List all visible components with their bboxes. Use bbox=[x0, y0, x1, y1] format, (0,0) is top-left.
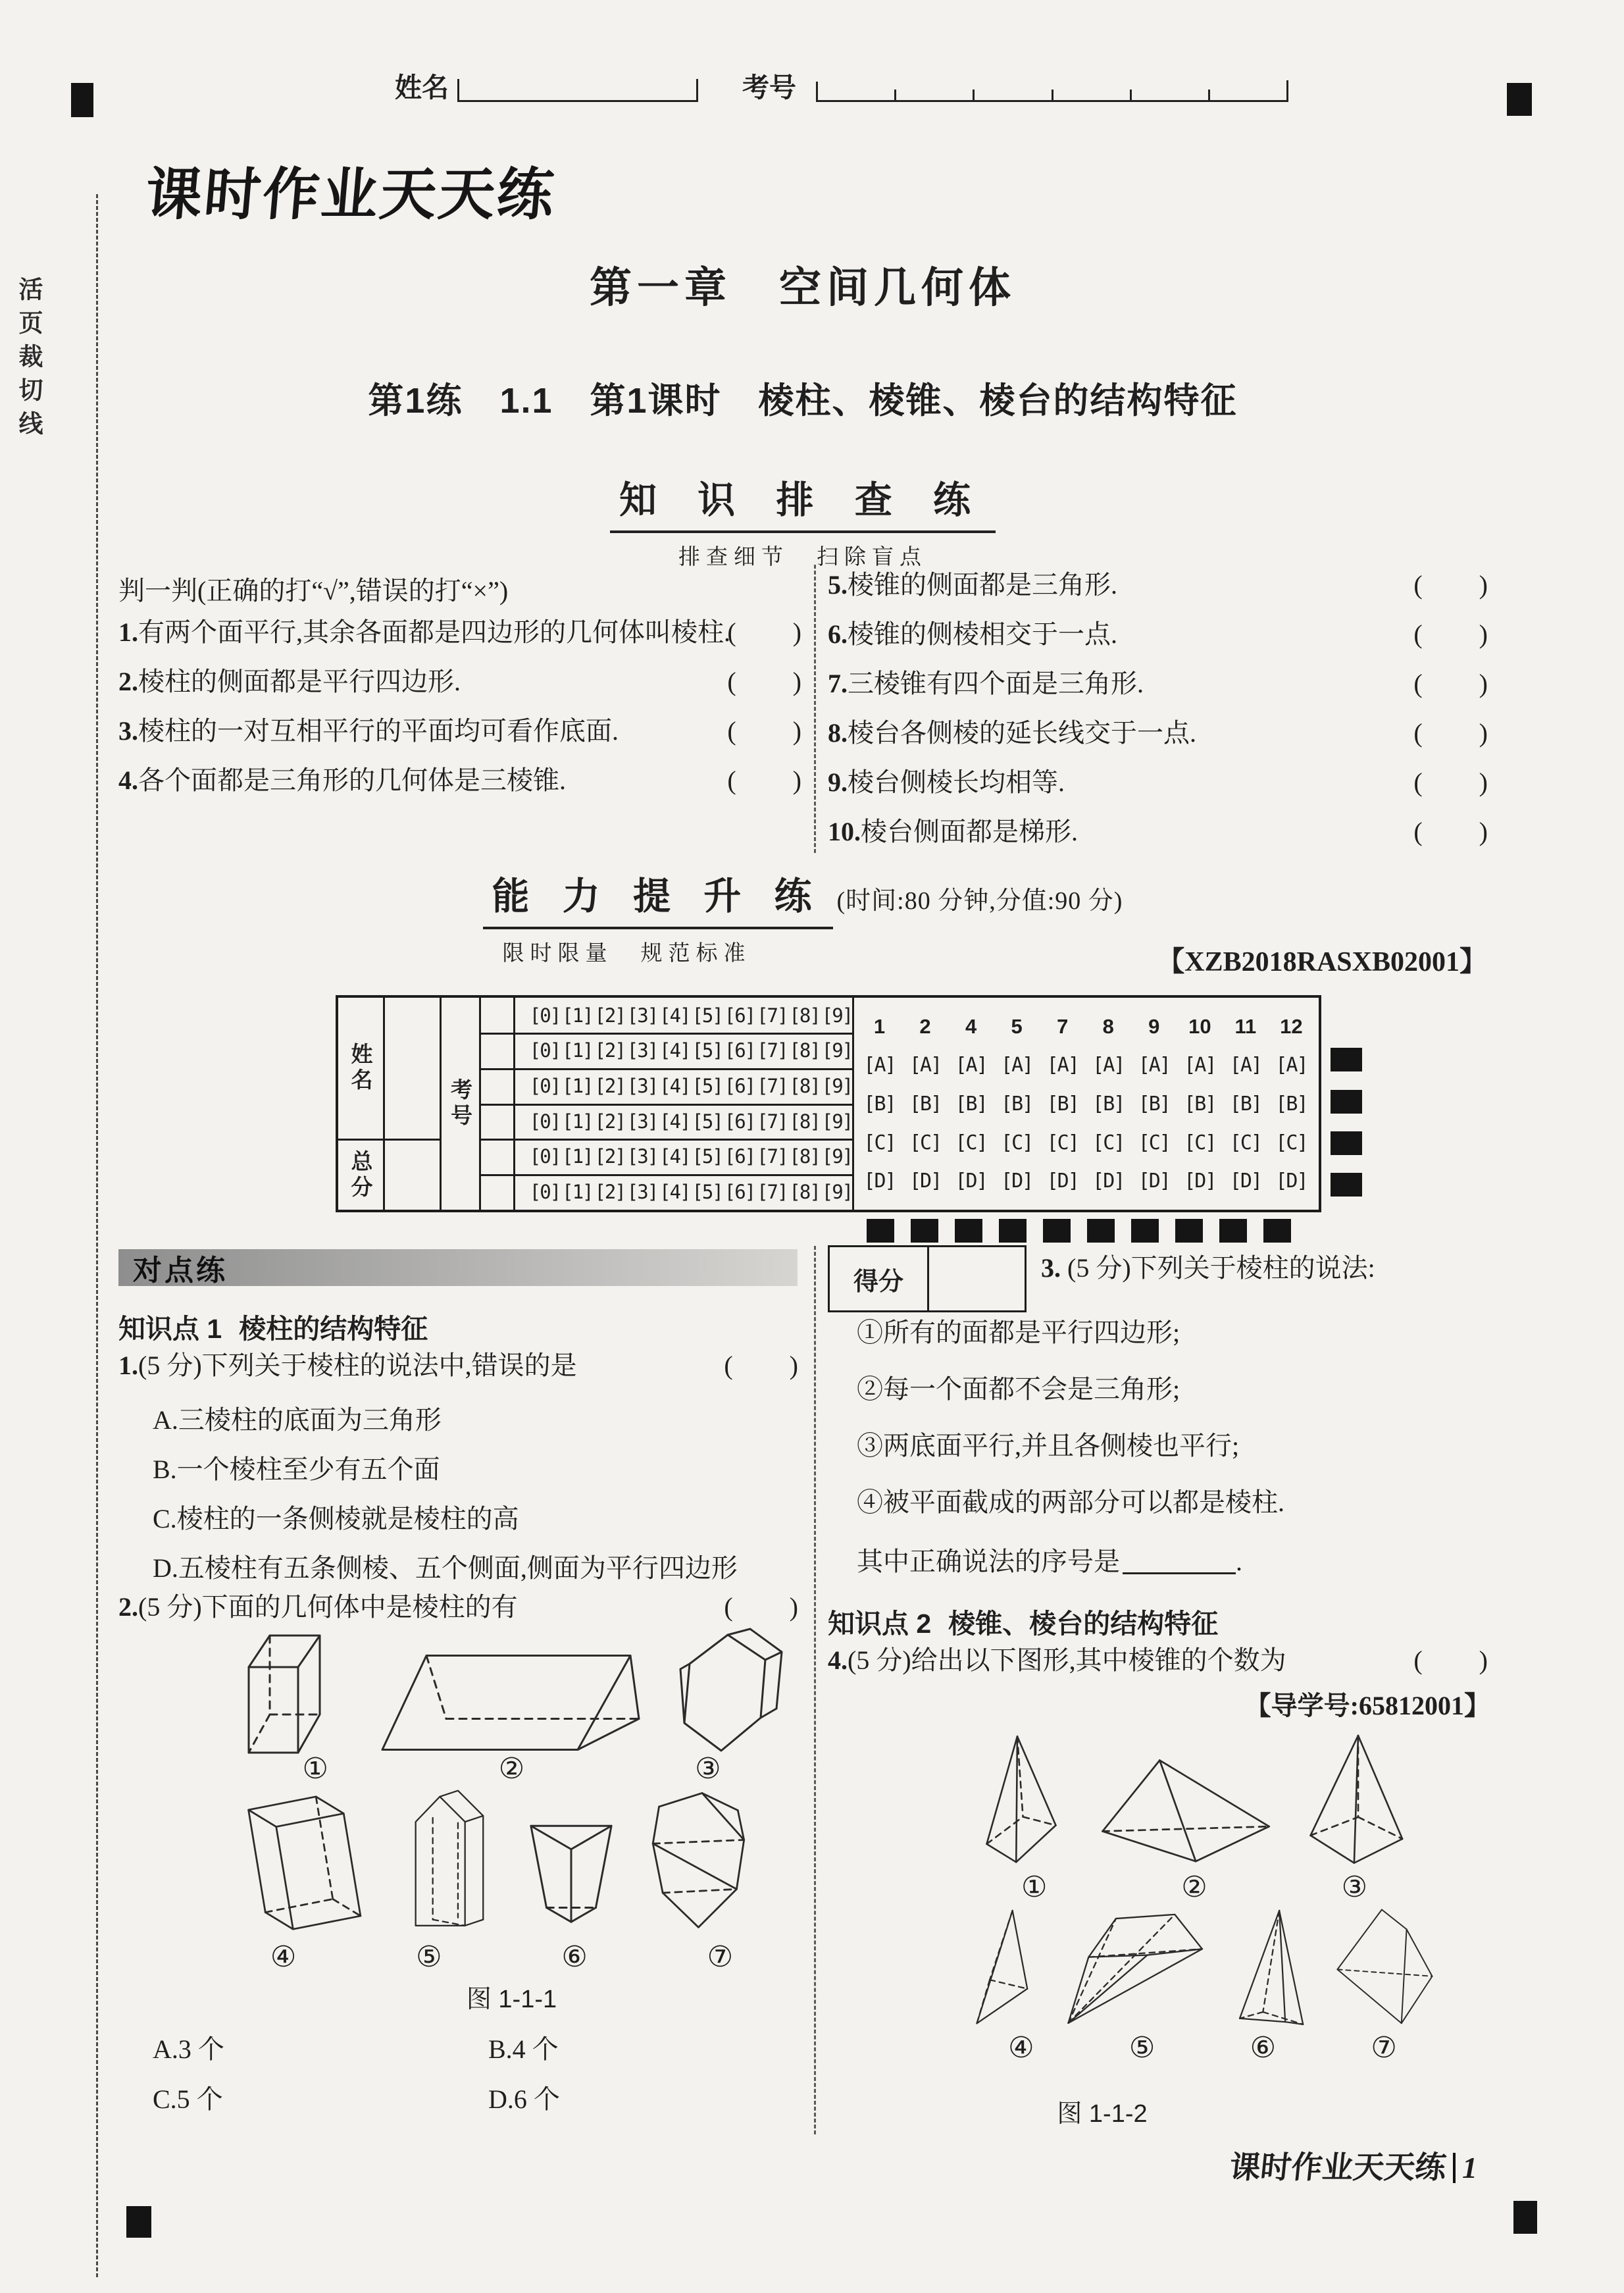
digit-bubble[interactable]: [4] bbox=[659, 1074, 690, 1097]
timing-mark bbox=[999, 1219, 1027, 1243]
option-d: D.6 个 bbox=[488, 2084, 560, 2114]
figure-row bbox=[941, 1905, 1467, 2027]
answer-bubble-B[interactable]: [B] bbox=[863, 1092, 896, 1116]
figure-wedge-tetrahedron bbox=[974, 1905, 1036, 2027]
digit-bubble[interactable]: [9] bbox=[821, 1145, 853, 1168]
timing-mark bbox=[1043, 1219, 1071, 1243]
name-field[interactable] bbox=[457, 79, 698, 102]
question-1 bbox=[118, 1348, 799, 1383]
answer-bubble-C[interactable]: [C] bbox=[1275, 1131, 1307, 1154]
digit-bubble[interactable]: [6] bbox=[724, 1074, 755, 1097]
judge-item-text: 棱台侧棱长均相等. bbox=[848, 767, 1065, 797]
digit-bubble[interactable]: [2] bbox=[594, 1110, 625, 1133]
question-number: 11 bbox=[1234, 1014, 1257, 1038]
page-footer bbox=[1053, 2143, 1477, 2187]
judge-item bbox=[828, 617, 1489, 652]
fill-blank-field[interactable] bbox=[1123, 1546, 1236, 1574]
judge-item-number: 4. bbox=[118, 765, 138, 795]
digit-bubble[interactable]: [8] bbox=[789, 1180, 820, 1203]
digit-bubble[interactable]: [5] bbox=[692, 1004, 723, 1027]
figure-label: ① bbox=[302, 1753, 328, 1785]
answer-bubble-B[interactable]: [B] bbox=[1229, 1092, 1261, 1116]
figure-caption: 图 1-1-1 bbox=[466, 1986, 557, 2013]
option-c: C.5 个 bbox=[153, 2084, 223, 2114]
digit-bubble[interactable]: [5] bbox=[692, 1074, 723, 1097]
footer-divider bbox=[1453, 2153, 1456, 2183]
figure-row bbox=[158, 1787, 816, 1932]
cut-dashed-line bbox=[96, 194, 98, 2277]
judge-item bbox=[828, 567, 1489, 603]
answer-bubble-D[interactable]: [D] bbox=[1275, 1170, 1307, 1193]
answer-bubble-B[interactable]: [B] bbox=[909, 1092, 942, 1116]
answer-bubble-A[interactable]: [A] bbox=[1138, 1054, 1170, 1077]
answer-bubble-C[interactable]: [C] bbox=[863, 1131, 896, 1154]
digit-bubble[interactable]: [3] bbox=[626, 1004, 658, 1027]
answer-bracket[interactable]: ( ) bbox=[727, 765, 803, 795]
question-3 bbox=[1041, 1250, 1488, 1286]
digit-bubble[interactable]: [5] bbox=[692, 1110, 723, 1133]
answer-bubble-C[interactable]: [C] bbox=[1092, 1131, 1125, 1154]
timing-mark bbox=[1175, 1219, 1203, 1243]
answer-bracket[interactable]: ( ) bbox=[724, 1351, 799, 1380]
timing-mark bbox=[1331, 1131, 1362, 1155]
figure-tapered-prism bbox=[522, 1792, 619, 1932]
section2-title: 能 力 提 升 练 bbox=[483, 866, 833, 929]
figure-label: ⑤ bbox=[1129, 2032, 1155, 2064]
digit-bubble[interactable]: [8] bbox=[789, 1004, 820, 1027]
question-number: 4 bbox=[965, 1014, 977, 1038]
answer-bracket[interactable]: ( ) bbox=[727, 617, 803, 647]
answer-bubble-B[interactable]: [B] bbox=[1046, 1092, 1078, 1116]
digit-bubble[interactable]: [9] bbox=[821, 1110, 853, 1133]
kp1-label: 知识点 1 bbox=[118, 1314, 222, 1344]
question-number: 1. bbox=[118, 1351, 138, 1380]
answer-bracket[interactable]: ( ) bbox=[1413, 570, 1489, 600]
judge-item-number: 9. bbox=[828, 767, 848, 797]
judge-item-number: 7. bbox=[828, 669, 848, 698]
judge-item-text: 三棱锥有四个面是三角形. bbox=[848, 669, 1144, 698]
judge-item-number: 6. bbox=[828, 619, 848, 649]
judge-item-number: 10. bbox=[828, 817, 861, 846]
fill-blank-line bbox=[857, 1544, 1488, 1580]
knowledge-point-1 bbox=[118, 1307, 428, 1346]
figure-rectangular-prism bbox=[242, 1629, 341, 1757]
digit-bubble[interactable]: [2] bbox=[594, 1004, 625, 1027]
answer-bubble-A[interactable]: [A] bbox=[1275, 1054, 1307, 1077]
figure-labels bbox=[954, 1870, 1434, 1904]
kp2-label: 知识点 2 bbox=[828, 1609, 932, 1639]
option-c: C.棱柱的一条侧棱就是棱柱的高 bbox=[153, 1504, 519, 1533]
figure-label: ⑦ bbox=[1371, 2032, 1397, 2064]
answer-bubble-D[interactable]: [D] bbox=[1046, 1170, 1078, 1193]
option-b: B.一个棱柱至少有五个面 bbox=[153, 1455, 440, 1484]
option-b: B.4 个 bbox=[488, 2034, 559, 2064]
digit-bubble[interactable]: [0] bbox=[529, 1074, 561, 1097]
cut-line-label: 活页裁切线 bbox=[15, 276, 42, 444]
option-d: D.五棱柱有五条侧棱、五个侧面,侧面为平行四边形 bbox=[153, 1553, 738, 1583]
digit-bubble[interactable]: [4] bbox=[659, 1145, 690, 1168]
judge-item bbox=[828, 666, 1489, 702]
judge-list-right bbox=[828, 567, 1489, 850]
answer-bubble-C[interactable]: [C] bbox=[909, 1131, 942, 1154]
answer-row-c bbox=[857, 1131, 1313, 1154]
judge-intro: 判一判(正确的打“√”,错误的打“×”) bbox=[118, 576, 509, 605]
answer-bubble-B[interactable]: [B] bbox=[955, 1092, 987, 1116]
statement-1: ①所有的面都是平行四边形; bbox=[857, 1318, 1180, 1347]
section-knowledge-check bbox=[118, 470, 1487, 571]
digit-bubble[interactable]: [2] bbox=[594, 1180, 625, 1203]
fill-blank-text: 其中正确说法的序号是 bbox=[857, 1547, 1120, 1576]
digit-bubble[interactable]: [6] bbox=[724, 1039, 755, 1062]
digit-bubble[interactable]: [2] bbox=[594, 1039, 625, 1062]
question-number-row bbox=[857, 1015, 1313, 1039]
digit-bubble[interactable]: [4] bbox=[659, 1180, 690, 1203]
judge-item bbox=[118, 713, 803, 749]
card-name-label: 姓名 bbox=[348, 1043, 373, 1094]
knowledge-point-2 bbox=[828, 1602, 1218, 1641]
statement-2: ②每一个面都不会是三角形; bbox=[857, 1374, 1180, 1404]
digit-bubble[interactable]: [5] bbox=[692, 1039, 723, 1062]
timing-mark bbox=[955, 1219, 982, 1243]
digit-bubble[interactable]: [4] bbox=[659, 1039, 690, 1062]
figure-compound-polyhedron bbox=[646, 1787, 750, 1932]
answer-bubble-C[interactable]: [C] bbox=[955, 1131, 987, 1154]
digit-bubble[interactable]: [9] bbox=[821, 1180, 853, 1203]
figure-large-pyramid bbox=[1334, 1905, 1434, 2027]
name-label: 姓名 bbox=[395, 72, 449, 103]
answer-bubble-B[interactable]: [B] bbox=[1275, 1092, 1307, 1116]
judge-item bbox=[828, 814, 1489, 850]
answer-bubble-block bbox=[852, 998, 1319, 1210]
answer-bracket[interactable]: ( ) bbox=[727, 667, 803, 696]
digit-bubble[interactable]: [8] bbox=[789, 1145, 820, 1168]
score-box bbox=[828, 1245, 1027, 1312]
question-number: 5 bbox=[1011, 1014, 1023, 1038]
answer-bubble-C[interactable]: [C] bbox=[1001, 1131, 1033, 1154]
answer-bubble-B[interactable]: [B] bbox=[1092, 1092, 1125, 1116]
digit-bubble[interactable]: [3] bbox=[626, 1110, 658, 1133]
card-total-label: 总分 bbox=[348, 1149, 373, 1201]
option-a: A.三棱柱的底面为三角形 bbox=[153, 1405, 442, 1435]
figure-label: ⑤ bbox=[416, 1941, 442, 1973]
answer-bubble-A[interactable]: [A] bbox=[1229, 1054, 1261, 1077]
digit-bubble-row bbox=[526, 1174, 855, 1209]
footer-brand: 课时作业天天练 bbox=[1227, 2150, 1448, 2184]
judge-item bbox=[118, 664, 803, 700]
practice-banner-label: 对点练 bbox=[133, 1254, 228, 1287]
answer-bubble-D[interactable]: [D] bbox=[1184, 1170, 1216, 1193]
timing-mark bbox=[911, 1219, 938, 1243]
digit-bubble[interactable]: [1] bbox=[562, 1004, 593, 1027]
section1-title: 知 识 排 查 练 bbox=[610, 470, 996, 533]
digit-bubble[interactable]: [1] bbox=[562, 1039, 593, 1062]
figure-pentagonal-prism bbox=[407, 1786, 495, 1932]
question-text: (5 分)给出以下图形,其中棱锥的个数为 bbox=[848, 1645, 1286, 1675]
digit-bubble[interactable]: [1] bbox=[562, 1180, 593, 1203]
statement-4: ④被平面截成的两部分可以都是棱柱. bbox=[857, 1487, 1284, 1517]
answer-bubble-D[interactable]: [D] bbox=[955, 1170, 987, 1193]
judge-item-text: 棱柱的一对互相平行的平面均可看作底面. bbox=[138, 716, 619, 746]
digit-bubble[interactable]: [7] bbox=[757, 1004, 788, 1027]
judge-item-text: 各个面都是三角形的几何体是三棱锥. bbox=[138, 765, 566, 795]
answer-bracket[interactable]: ( ) bbox=[1413, 1645, 1489, 1675]
judge-item-text: 棱锥的侧面都是三角形. bbox=[848, 570, 1117, 600]
figure-label: ⑥ bbox=[561, 1941, 588, 1973]
answer-bracket[interactable]: ( ) bbox=[724, 1592, 799, 1622]
digit-bubble[interactable]: [7] bbox=[757, 1110, 788, 1133]
answer-bubble-D[interactable]: [D] bbox=[1092, 1170, 1125, 1193]
section2-subtitle: 限时限量 规范标准 bbox=[502, 942, 751, 966]
exam-number-boxes[interactable] bbox=[816, 80, 1288, 102]
digit-bubble[interactable]: [0] bbox=[529, 1004, 561, 1027]
figure-labels bbox=[961, 2031, 1444, 2065]
digit-bubble[interactable]: [7] bbox=[757, 1180, 788, 1203]
question-2 bbox=[118, 1589, 799, 1625]
question-number: 7 bbox=[1057, 1014, 1069, 1038]
question-text: (5 分)下列关于棱柱的说法中,错误的是 bbox=[138, 1351, 577, 1380]
section2-meta: (时间:80 分钟,分值:90 分) bbox=[836, 887, 1123, 915]
figure-hexagonal-prism bbox=[676, 1626, 785, 1757]
timing-mark bbox=[1263, 1219, 1291, 1243]
judge-item bbox=[828, 765, 1489, 800]
timing-mark bbox=[867, 1219, 894, 1243]
section1-subtitle: 排查细节 扫除盲点 bbox=[678, 546, 927, 569]
judge-item bbox=[118, 763, 803, 798]
digit-bubble[interactable]: [7] bbox=[757, 1074, 788, 1097]
kp2-title: 棱锥、棱台的结构特征 bbox=[948, 1609, 1219, 1639]
timing-mark bbox=[1131, 1219, 1159, 1243]
answer-bubble-D[interactable]: [D] bbox=[1001, 1170, 1033, 1193]
question-number: 1 bbox=[873, 1014, 886, 1038]
judge-item-number: 8. bbox=[828, 718, 848, 748]
judge-item bbox=[828, 715, 1489, 751]
digit-bubble[interactable]: [1] bbox=[562, 1074, 593, 1097]
figure-row bbox=[224, 1626, 803, 1757]
registration-mark bbox=[1513, 2201, 1537, 2234]
question-number: 4. bbox=[828, 1645, 848, 1675]
judge-item-text: 有两个面平行,其余各面都是四边形的几何体叫棱柱. bbox=[138, 617, 730, 647]
figure-label: ⑦ bbox=[707, 1941, 734, 1973]
figure-triangular-prism bbox=[377, 1647, 640, 1757]
figure-label: ④ bbox=[1008, 2032, 1034, 2064]
question-number: 9 bbox=[1148, 1014, 1160, 1038]
judge-item-text: 棱柱的侧面都是平行四边形. bbox=[138, 667, 461, 696]
option-a: A.3 个 bbox=[153, 2034, 224, 2064]
kp1-title: 棱柱的结构特征 bbox=[239, 1314, 428, 1344]
digit-bubble[interactable]: [0] bbox=[529, 1110, 561, 1133]
judge-item-number: 3. bbox=[118, 716, 138, 746]
registration-mark bbox=[1507, 83, 1532, 116]
paper-code: 【XZB2018RASXB02001】 bbox=[1157, 947, 1487, 977]
digit-bubble[interactable]: [8] bbox=[789, 1110, 820, 1133]
question-text: (5 分)下面的几何体中是棱柱的有 bbox=[138, 1592, 518, 1622]
answer-bubble-A[interactable]: [A] bbox=[909, 1054, 942, 1077]
answer-bubble-A[interactable]: [A] bbox=[1001, 1054, 1033, 1077]
judge-item bbox=[118, 615, 803, 650]
digit-bubble[interactable]: [3] bbox=[626, 1180, 658, 1203]
figure-label: ② bbox=[498, 1753, 525, 1785]
question-number: 2. bbox=[118, 1592, 138, 1622]
digit-bubble[interactable]: [3] bbox=[626, 1074, 658, 1097]
answer-bubble-B[interactable]: [B] bbox=[1184, 1092, 1216, 1116]
question-number: 12 bbox=[1280, 1014, 1303, 1038]
digit-bubble[interactable]: [0] bbox=[529, 1039, 561, 1062]
digit-bubble[interactable]: [2] bbox=[594, 1074, 625, 1097]
timing-mark bbox=[1331, 1090, 1362, 1114]
digit-bubble[interactable]: [2] bbox=[594, 1145, 625, 1168]
answer-bracket[interactable]: ( ) bbox=[1413, 619, 1489, 649]
answer-bubble-C[interactable]: [C] bbox=[1229, 1131, 1261, 1154]
digit-bubble[interactable]: [3] bbox=[626, 1039, 658, 1062]
answer-bubble-A[interactable]: [A] bbox=[863, 1054, 896, 1077]
question-number: 8 bbox=[1102, 1014, 1114, 1038]
figure-tetrahedron-lying bbox=[1100, 1754, 1274, 1866]
judge-item-text: 棱台各侧棱的延长线交于一点. bbox=[848, 718, 1196, 748]
answer-bubble-B[interactable]: [B] bbox=[1138, 1092, 1170, 1116]
answer-bubble-D[interactable]: [D] bbox=[909, 1170, 942, 1193]
digit-bubble[interactable]: [5] bbox=[692, 1145, 723, 1168]
answer-bracket[interactable]: ( ) bbox=[1413, 817, 1489, 846]
figure-label: ③ bbox=[1341, 1871, 1368, 1903]
digit-bubble-row bbox=[526, 1033, 855, 1068]
digit-bubble[interactable]: [4] bbox=[659, 1110, 690, 1133]
digit-bubble[interactable]: [6] bbox=[724, 1180, 755, 1203]
timing-mark bbox=[1087, 1219, 1115, 1243]
answer-row-d bbox=[857, 1170, 1313, 1193]
registration-mark bbox=[71, 83, 93, 117]
question-number: 10 bbox=[1188, 1014, 1211, 1038]
brand-masthead: 课时作业天天练 bbox=[143, 163, 559, 226]
digit-bubble[interactable]: [7] bbox=[757, 1039, 788, 1062]
judge-item-number: 1. bbox=[118, 617, 138, 647]
score-value-cell[interactable] bbox=[929, 1247, 1025, 1310]
digit-bubble[interactable]: [0] bbox=[529, 1180, 561, 1203]
judge-item-text: 棱台侧面都是梯形. bbox=[861, 817, 1078, 846]
score-label: 得分 bbox=[830, 1247, 929, 1310]
answer-bubble-A[interactable]: [A] bbox=[1184, 1054, 1216, 1077]
card-exam-label: 考号 bbox=[448, 1078, 472, 1129]
digit-bubble-row bbox=[526, 998, 855, 1033]
answer-bubble-A[interactable]: [A] bbox=[955, 1054, 987, 1077]
digit-bubble-row bbox=[526, 1068, 855, 1103]
answer-bubble-B[interactable]: [B] bbox=[1001, 1092, 1033, 1116]
question-number: 3. bbox=[1041, 1253, 1061, 1283]
answer-bubble-A[interactable]: [A] bbox=[1046, 1054, 1078, 1077]
answer-bubble-C[interactable]: [C] bbox=[1184, 1131, 1216, 1154]
figure-row bbox=[934, 1731, 1454, 1866]
figure-label: ④ bbox=[270, 1941, 297, 1973]
column-divider bbox=[814, 565, 816, 853]
figure-pyramid-quad-base bbox=[1304, 1731, 1413, 1866]
figure-oblique-prism bbox=[224, 1787, 381, 1932]
digit-bubble[interactable]: [0] bbox=[529, 1145, 561, 1168]
answer-row-a bbox=[857, 1054, 1313, 1077]
digit-bubble[interactable]: [9] bbox=[821, 1039, 853, 1062]
card-name-field[interactable] bbox=[385, 998, 440, 1139]
digit-bubble[interactable]: [1] bbox=[562, 1110, 593, 1133]
digit-bubble[interactable]: [6] bbox=[724, 1145, 755, 1168]
figure-label: ② bbox=[1181, 1871, 1207, 1903]
digit-bubble-row bbox=[526, 1104, 855, 1139]
judge-list-left bbox=[118, 615, 803, 798]
answer-bubble-A[interactable]: [A] bbox=[1092, 1054, 1125, 1077]
answer-bubble-D[interactable]: [D] bbox=[863, 1170, 896, 1193]
figure-pyramid-tall bbox=[977, 1731, 1070, 1866]
figure-label: ① bbox=[1021, 1871, 1048, 1903]
guide-code: 【导学号:65812001】 bbox=[1244, 1691, 1490, 1720]
figure-label: ⑥ bbox=[1250, 2032, 1277, 2064]
card-total-field[interactable] bbox=[385, 1141, 440, 1210]
question-text: (5 分)下列关于棱柱的说法: bbox=[1067, 1253, 1375, 1283]
figure-caption: 图 1-1-2 bbox=[1057, 2100, 1148, 2128]
exam-number-label: 考号 bbox=[742, 72, 796, 103]
answer-bubble-C[interactable]: [C] bbox=[1138, 1131, 1170, 1154]
figure-labels bbox=[211, 1940, 793, 1974]
timing-mark bbox=[1331, 1048, 1362, 1071]
statement-3: ③两底面平行,并且各侧棱也平行; bbox=[857, 1431, 1240, 1460]
answer-bracket[interactable]: ( ) bbox=[1413, 669, 1489, 698]
digit-bubble[interactable]: [3] bbox=[626, 1145, 658, 1168]
digit-bubble[interactable]: [1] bbox=[562, 1145, 593, 1168]
answer-bubble-D[interactable]: [D] bbox=[1138, 1170, 1170, 1193]
fill-blank-period: . bbox=[1236, 1547, 1242, 1576]
lesson-title: 第1练 1.1 第1课时 棱柱、棱锥、棱台的结构特征 bbox=[368, 381, 1238, 421]
digit-bubble-row bbox=[526, 1139, 855, 1173]
digit-bubble[interactable]: [6] bbox=[724, 1004, 755, 1027]
digit-bubble[interactable]: [5] bbox=[692, 1180, 723, 1203]
figure-labels bbox=[217, 1752, 806, 1786]
digit-bubble[interactable]: [8] bbox=[789, 1039, 820, 1062]
digit-bubble[interactable]: [7] bbox=[757, 1145, 788, 1168]
answer-bracket[interactable]: ( ) bbox=[1413, 767, 1489, 797]
figure-oblique-pyramid-hex-base bbox=[1062, 1905, 1209, 2027]
judge-item-number: 5. bbox=[828, 570, 848, 600]
digit-bubble[interactable]: [6] bbox=[724, 1110, 755, 1133]
answer-card bbox=[336, 995, 1321, 1212]
column-divider bbox=[814, 1246, 816, 2134]
question-4 bbox=[828, 1643, 1489, 1678]
timing-mark bbox=[1331, 1173, 1362, 1197]
answer-bubble-D[interactable]: [D] bbox=[1229, 1170, 1261, 1193]
answer-row-b bbox=[857, 1093, 1313, 1116]
digit-bubble[interactable]: [9] bbox=[821, 1074, 853, 1097]
timing-mark bbox=[1219, 1219, 1247, 1243]
judge-item-number: 2. bbox=[118, 667, 138, 696]
registration-mark bbox=[126, 2206, 151, 2238]
digit-bubble[interactable]: [4] bbox=[659, 1004, 690, 1027]
figure-label: ③ bbox=[695, 1753, 721, 1785]
page-number: 1 bbox=[1462, 2151, 1477, 2184]
digit-bubble[interactable]: [9] bbox=[821, 1004, 853, 1027]
practice-banner bbox=[118, 1249, 798, 1286]
digit-bubble[interactable]: [8] bbox=[789, 1074, 820, 1097]
chapter-title: 第一章 空间几何体 bbox=[590, 264, 1016, 311]
answer-bracket[interactable]: ( ) bbox=[727, 716, 803, 746]
answer-bubble-C[interactable]: [C] bbox=[1046, 1131, 1078, 1154]
answer-bracket[interactable]: ( ) bbox=[1413, 718, 1489, 748]
figure-narrow-pyramid bbox=[1236, 1905, 1307, 2027]
question-number: 2 bbox=[919, 1014, 931, 1038]
judge-item-text: 棱锥的侧棱相交于一点. bbox=[848, 619, 1117, 649]
